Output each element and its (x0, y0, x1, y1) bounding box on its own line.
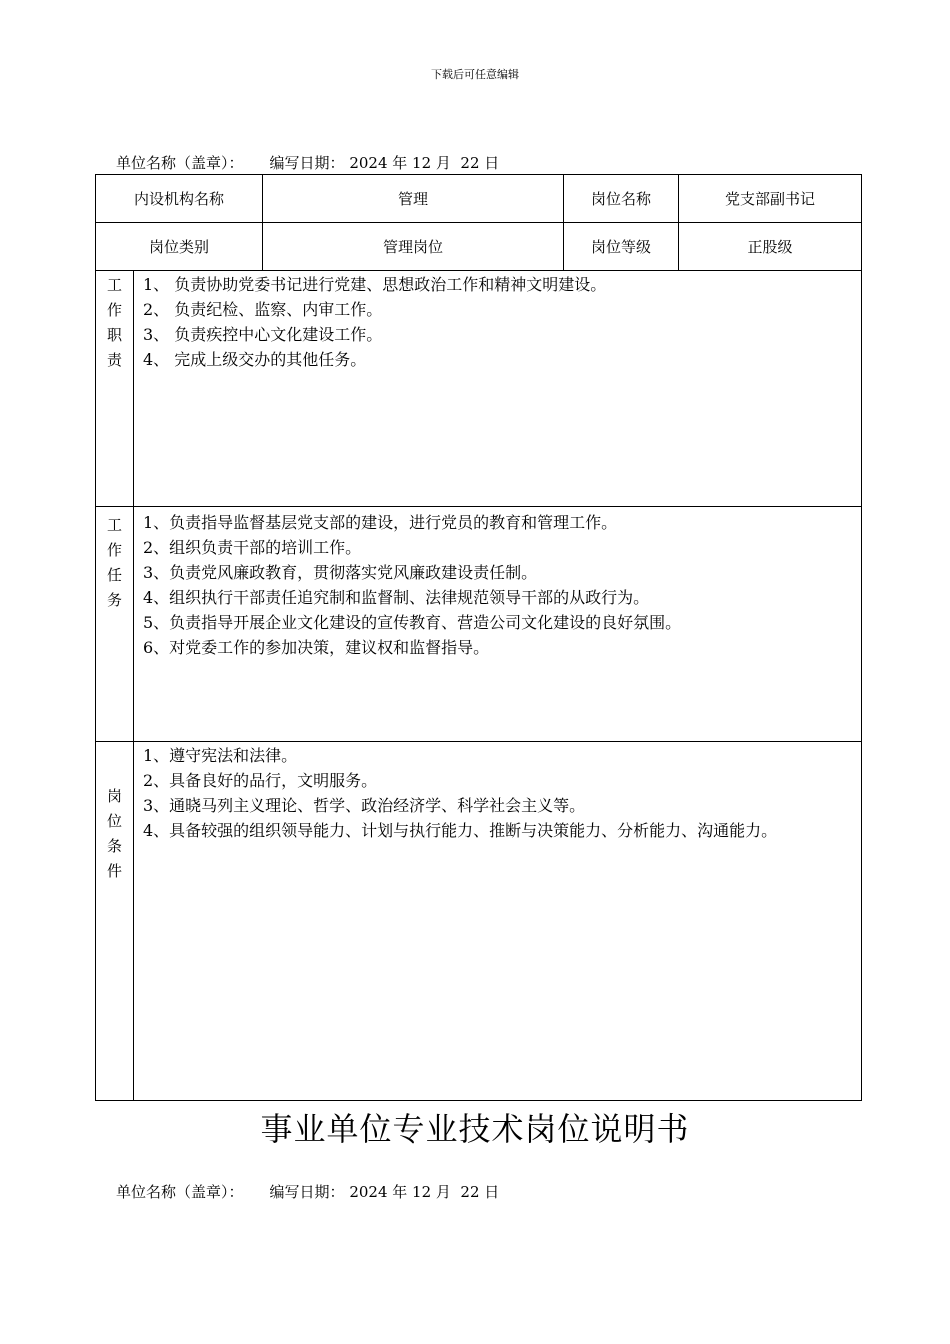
table-row (96, 223, 862, 271)
list-item: 2、组织负责干部的培训工作。 (143, 538, 362, 557)
dept-label: 内设机构名称 (96, 175, 263, 223)
list-item: 4、具备较强的组织领导能力、计划与执行能力、推断与决策能力、分析能力、沟通能力。 (143, 821, 778, 840)
post-type-value: 管理岗位 (263, 223, 564, 271)
list-item: 3、负责党风廉政教育，贯彻落实党风廉政建设责任制。 (143, 563, 538, 582)
date-label: 编写日期： (269, 154, 345, 172)
post-grade-value: 正股级 (679, 223, 862, 271)
list-item: 4、组织执行干部责任追究制和监督制、法律规范领导干部的从政行为。 (143, 588, 650, 607)
list-item: 3、 负责疾控中心文化建设工作。 (143, 325, 383, 344)
unit-name-label: 单位名称（盖章）： (116, 154, 244, 172)
list-item: 1、负责指导监督基层党支部的建设，进行党员的教育和管理工作。 (143, 513, 618, 532)
post-grade-label: 岗位等级 (564, 223, 679, 271)
section-title: 事业单位专业技术岗位说明书 (260, 1110, 690, 1148)
list-item: 5、负责指导开展企业文化建设的宣传教育、营造公司文化建设的良好氛围。 (143, 613, 682, 632)
tasks-label: 工 作 任 务 (96, 507, 134, 742)
duties-label: 工 作 职 责 (96, 271, 134, 507)
list-item: 1、遵守宪法和法律。 (143, 746, 298, 765)
list-item: 2、具备良好的品行，文明服务。 (143, 771, 378, 790)
table-row (96, 175, 862, 223)
date-value: 2024 年 12 月 22 日 (349, 154, 500, 172)
meta-line (116, 152, 499, 173)
list-item: 4、 完成上级交办的其他任务。 (143, 350, 367, 369)
meta-line-2 (116, 1181, 499, 1202)
conditions-label: 岗 位 条 件 (96, 742, 134, 1101)
list-item: 1、 负责协助党委书记进行党建、思想政治工作和精神文明建设。 (143, 275, 607, 294)
dept-value: 管理 (263, 175, 564, 223)
list-item: 3、通晓马列主义理论、哲学、政治经济学、科学社会主义等。 (143, 796, 586, 815)
conditions-row (96, 742, 862, 1101)
post-name-label: 岗位名称 (564, 175, 679, 223)
date-value: 2024 年 12 月 22 日 (349, 1183, 500, 1201)
post-name-value: 党支部副书记 (679, 175, 862, 223)
conditions-content (134, 742, 862, 1101)
duties-row (96, 271, 862, 507)
job-description-table (95, 174, 862, 1101)
tasks-content (134, 507, 862, 742)
list-item: 2、 负责纪检、监察、内审工作。 (143, 300, 383, 319)
unit-name-label: 单位名称（盖章）： (116, 1183, 244, 1201)
duties-content (134, 271, 862, 507)
tasks-row (96, 507, 862, 742)
list-item: 6、对党委工作的参加决策，建议权和监督指导。 (143, 638, 490, 657)
download-note: 下载后可任意编辑 (431, 68, 519, 81)
post-type-label: 岗位类别 (96, 223, 263, 271)
date-label: 编写日期： (269, 1183, 345, 1201)
